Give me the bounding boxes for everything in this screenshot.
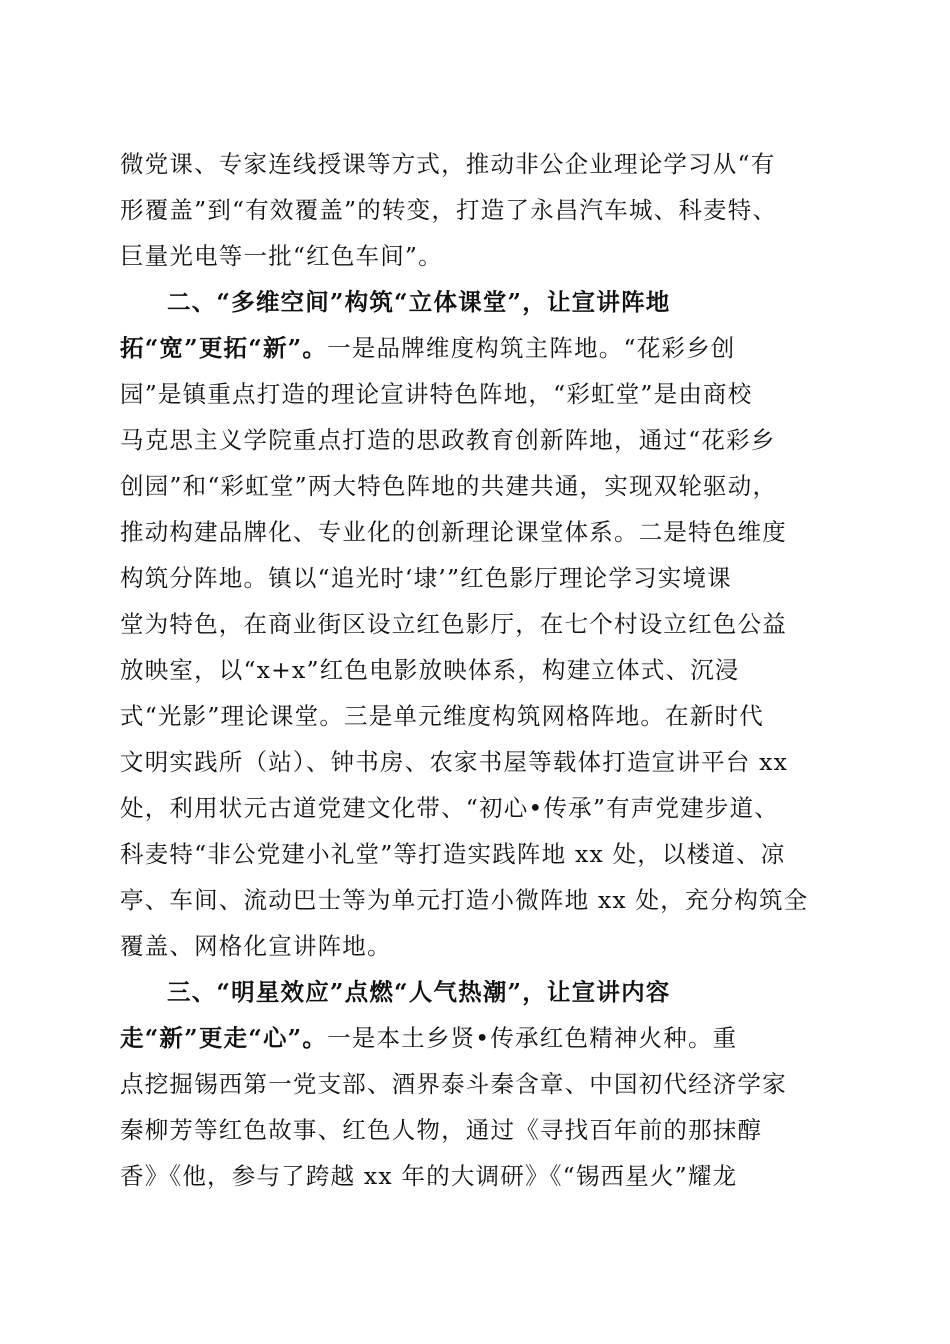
section-heading-2: 二、“多维空间”构筑“立体课堂”，让宣讲阵地	[167, 288, 671, 316]
body-text-line: 秦柳芳等红色故事、红色人物，通过《寻找百年前的那抹醇	[120, 1116, 763, 1144]
body-text-line: 点挖掘锡西第一党支部、酒界泰斗秦含章、中国初代经济学家	[120, 1070, 787, 1098]
section-heading-2-end: 拓“宽”更拓“新”。	[120, 334, 328, 362]
body-text-line: 马克思主义学院重点打造的思政教育创新阵地，通过“花彩乡	[120, 426, 776, 454]
body-text-line: 园”是镇重点打造的理论宣讲特色阵地，“彩虹堂”是由商校	[120, 380, 753, 408]
body-text-line: 文明实践所（站）、钟书房、农家书屋等载体打造宣讲平台 xx	[120, 748, 789, 776]
body-text-line: 放映室，以“x+x”红色电影放映体系，构建立体式、沉浸	[120, 656, 740, 684]
body-text-line: 覆盖、网格化宣讲阵地。	[120, 932, 392, 960]
section-heading-3: 三、“明星效应”点燃“人气热潮”，让宣讲内容	[167, 978, 671, 1006]
section-heading-2-continuation	[120, 325, 835, 371]
body-text-segment: 一是品牌维度构筑主阵地。“花彩乡创	[327, 334, 736, 362]
body-text-line: 式“光影”理论课堂。三是单元维度构筑网格阵地。在新时代	[120, 702, 764, 730]
body-text-line: 推动构建品牌化、专业化的创新理论课堂体系。二是特色维度	[120, 518, 787, 546]
section-heading-3-end: 走“新”更走“心”。	[120, 1024, 328, 1052]
body-text-line: 香》《他，参与了跨越 xx 年的大调研》《“锡西星火”耀龙	[120, 1162, 738, 1190]
body-text-line: 处，利用状元古道党建文化带、“初心•传承”有声党建步道、	[120, 794, 779, 822]
body-text-line: 科麦特“非公党建小礼堂”等打造实践阵地 xx 处，以楼道、凉	[120, 840, 786, 868]
body-text-line: 亭、车间、流动巴士等为单元打造小微阵地 xx 处，充分构筑全	[120, 886, 809, 914]
section-heading-3-continuation	[120, 1015, 835, 1061]
body-text-line: 微党课、专家连线授课等方式，推动非公企业理论学习从“有	[120, 150, 776, 178]
body-text-segment: 一是本土乡贤•传承红色精神火种。重	[327, 1024, 738, 1052]
body-text-line: 构筑分阵地。镇以“追光时‘埭’”红色影厅理论学习实境课	[120, 564, 732, 592]
body-text-line: 堂为特色，在商业街区设立红色影厅，在七个村设立红色公益	[120, 610, 787, 638]
body-text-line: 创园”和“彩虹堂”两大特色阵地的共建共通，实现双轮驱动，	[120, 472, 778, 500]
body-text-line: 巨量光电等一批“红色车间”。	[120, 242, 443, 270]
body-text-line: 形覆盖”到“有效覆盖”的转变，打造了永昌汽车城、科麦特、	[120, 196, 778, 224]
